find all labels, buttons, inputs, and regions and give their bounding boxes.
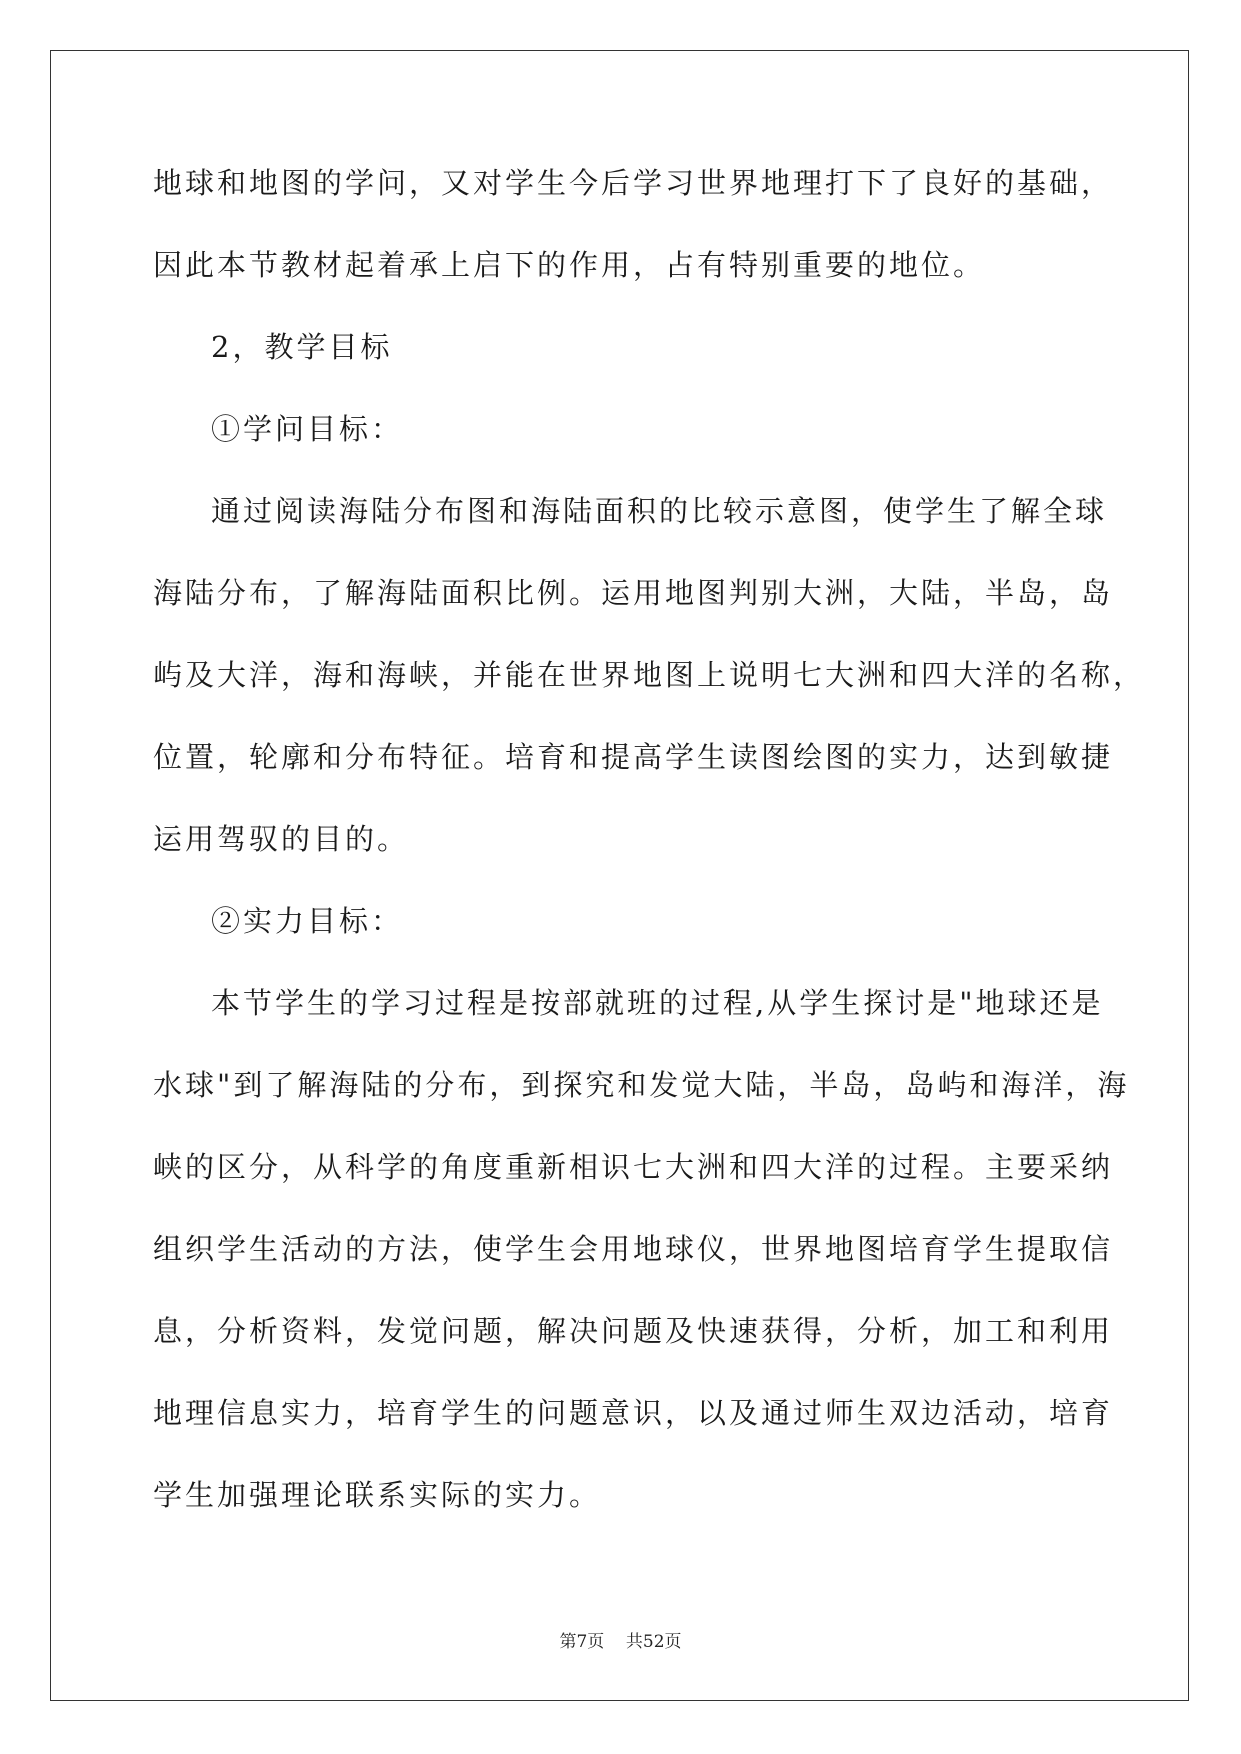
text-line: 组织学生活动的方法，使学生会用地球仪，世界地图培育学生提取信	[153, 1232, 1114, 1266]
subsection-heading: ②实力目标：	[211, 904, 404, 938]
page-footer	[0, 1627, 1241, 1652]
text-line: 位置，轮廓和分布特征。培育和提高学生读图绘图的实力，达到敏捷	[153, 740, 1114, 774]
text-line: 息，分析资料，发觉问题，解决问题及快速获得，分析，加工和利用	[153, 1314, 1114, 1348]
text-line: 地球和地图的学问，又对学生今后学习世界地理打下了良好的基础，	[153, 166, 1114, 200]
text-line: 水球"到了解海陆的分布，到探究和发觉大陆，半岛，岛屿和海洋，海	[153, 1068, 1130, 1102]
text-line: 通过阅读海陆分布图和海陆面积的比较示意图，使学生了解全球	[211, 494, 1108, 528]
page-total: 共52页	[625, 1632, 682, 1652]
text-line: 运用驾驭的目的。	[153, 822, 410, 856]
subsection-heading: ①学问目标：	[211, 412, 404, 446]
text-line: 因此本节教材起着承上启下的作用，占有特别重要的地位。	[153, 248, 986, 282]
document-body	[153, 160, 1146, 1554]
text-line: 峡的区分，从科学的角度重新相识七大洲和四大洋的过程。主要采纳	[153, 1150, 1114, 1184]
text-line: 海陆分布，了解海陆面积比例。运用地图判别大洲，大陆，半岛，岛	[153, 576, 1114, 610]
text-line: 学生加强理论联系实际的实力。	[153, 1478, 602, 1512]
text-line: 屿及大洋，海和海峡，并能在世界地图上说明七大洲和四大洋的名称，	[153, 658, 1146, 692]
text-line: 地理信息实力，培育学生的问题意识，以及通过师生双边活动，培育	[153, 1396, 1114, 1430]
page-number: 第7页	[559, 1632, 605, 1652]
text-line: 本节学生的学习过程是按部就班的过程,从学生探讨是"地球还是	[211, 986, 1104, 1020]
section-heading: 2，教学目标	[211, 330, 393, 364]
